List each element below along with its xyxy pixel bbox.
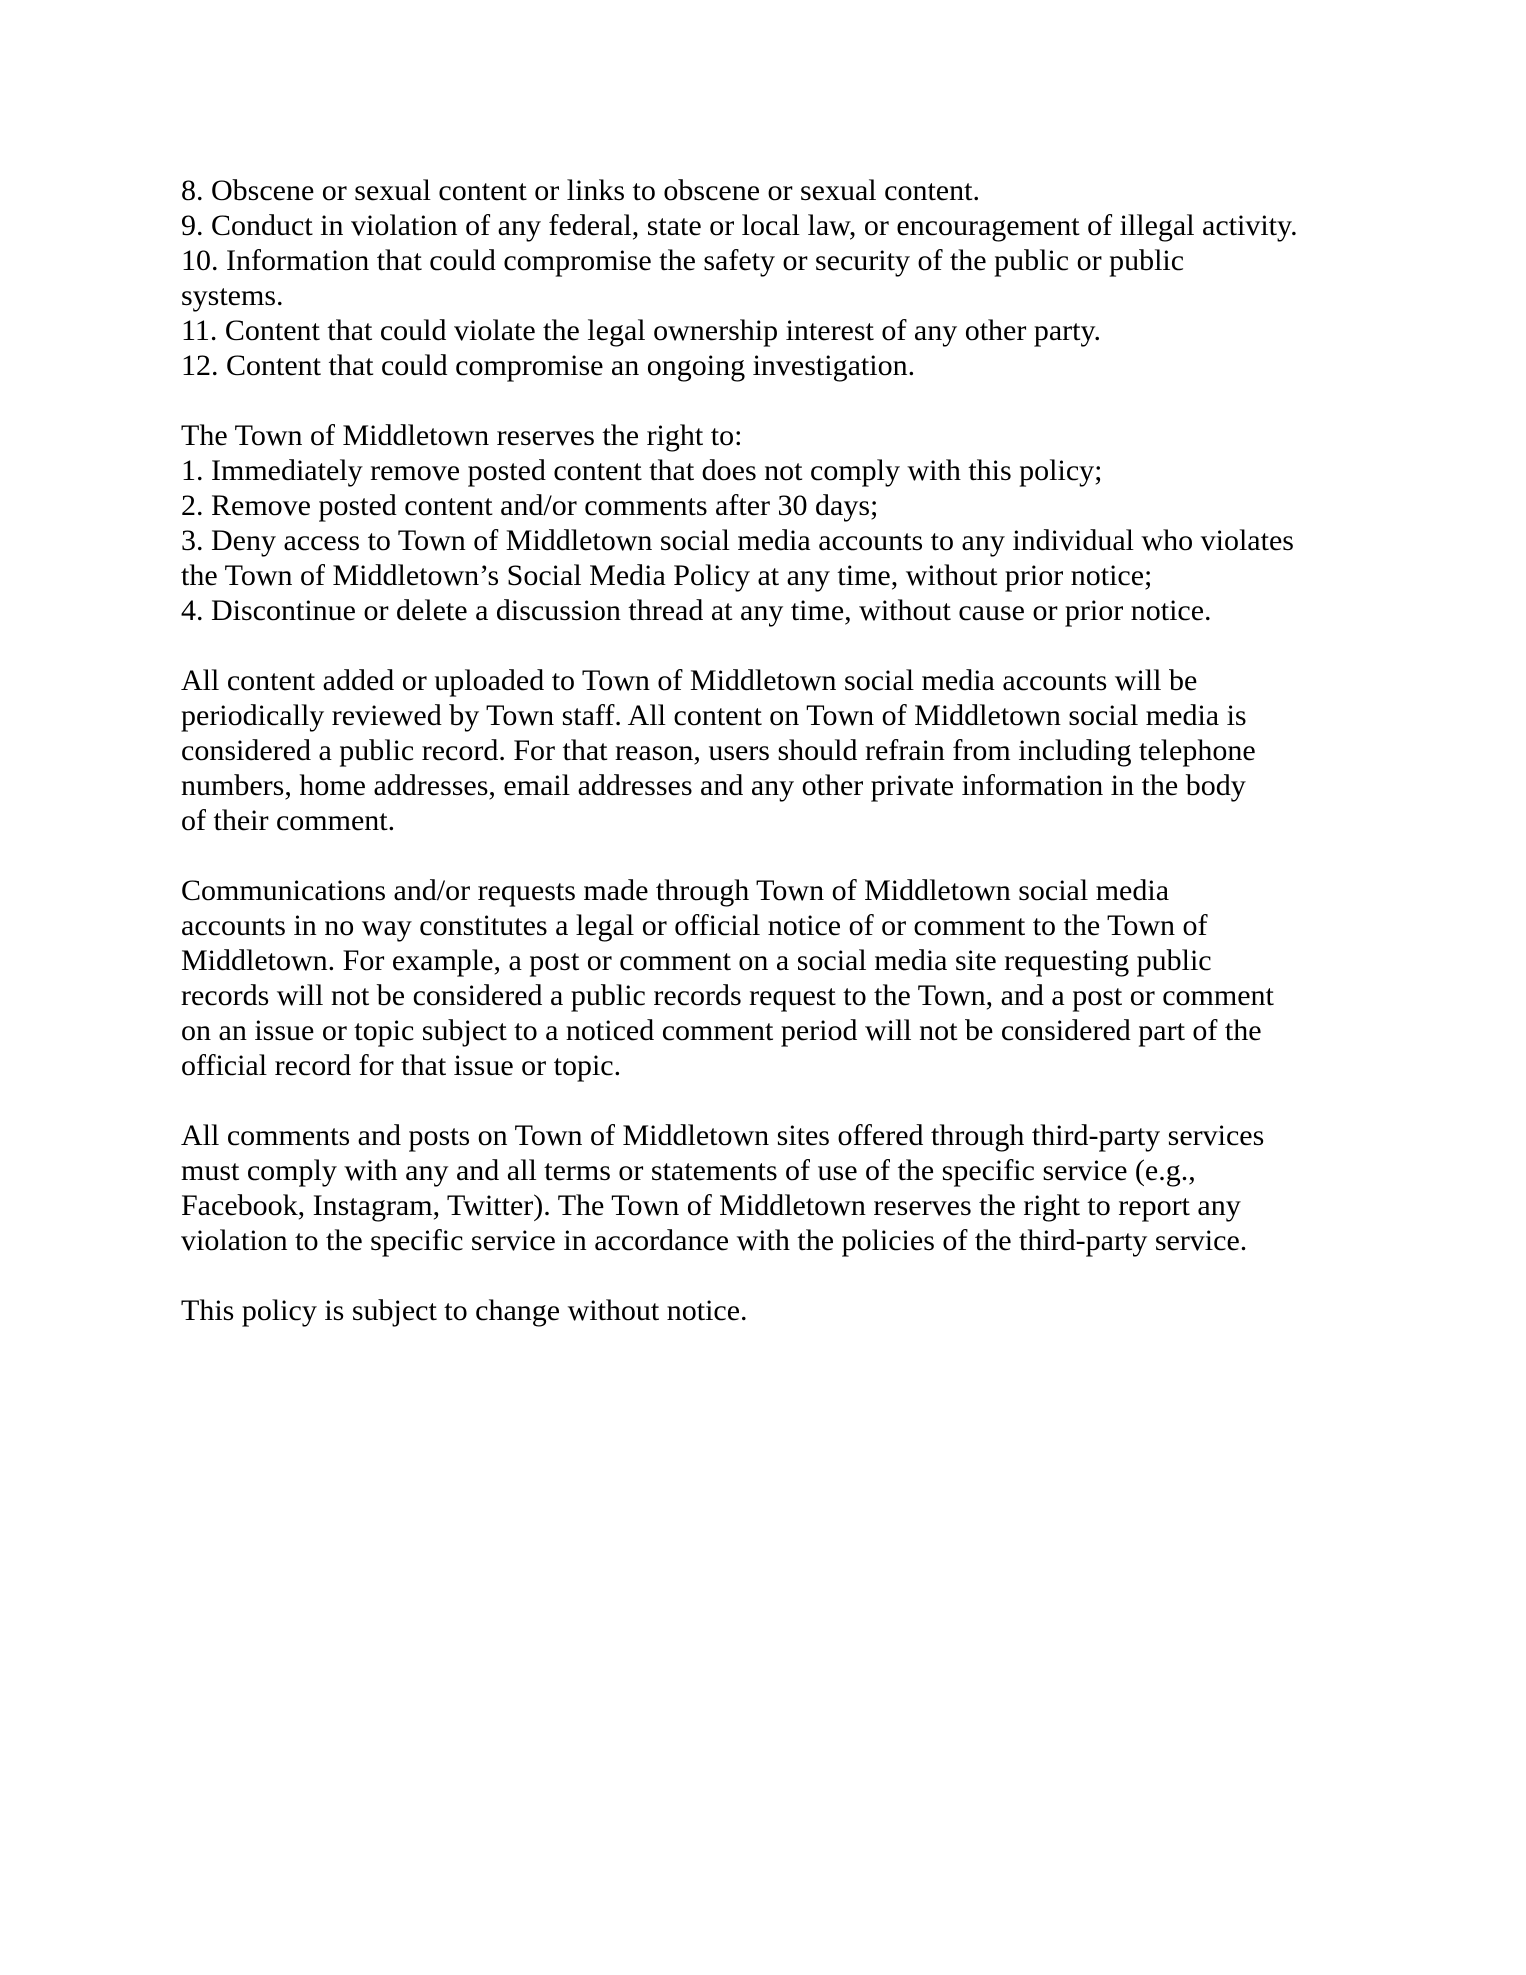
text-line: 9. Conduct in violation of any federal, state or local law, or encouragement of illegal activity. xyxy=(181,209,1298,242)
paragraph xyxy=(181,1118,1361,1258)
paragraph xyxy=(181,418,1361,628)
text-line: records will not be considered a public records request to the Town, and a post or comment xyxy=(181,979,1274,1012)
paragraph xyxy=(181,1293,1361,1328)
paragraph xyxy=(181,873,1361,1083)
document-body xyxy=(181,173,1361,1328)
text-line: periodically reviewed by Town staff. All content on Town of Middletown social media is xyxy=(181,699,1247,732)
text-line: on an issue or topic subject to a noticed comment period will not be considered part of the xyxy=(181,1014,1262,1047)
text-line: Facebook, Instagram, Twitter). The Town of Middletown reserves the right to report any xyxy=(181,1189,1241,1222)
text-line: All content added or uploaded to Town of Middletown social media accounts will be xyxy=(181,664,1198,697)
text-line: 8. Obscene or sexual content or links to obscene or sexual content. xyxy=(181,174,980,207)
text-line: the Town of Middletown’s Social Media Policy at any time, without prior notice; xyxy=(181,559,1153,592)
text-line: systems. xyxy=(181,279,284,312)
text-line: 3. Deny access to Town of Middletown social media accounts to any individual who violates xyxy=(181,524,1294,557)
text-line: 2. Remove posted content and/or comments after 30 days; xyxy=(181,489,879,522)
text-line: 11. Content that could violate the legal ownership interest of any other party. xyxy=(181,314,1102,347)
text-line: violation to the specific service in accordance with the policies of the third-party service. xyxy=(181,1224,1248,1257)
text-line: 12. Content that could compromise an ongoing investigation. xyxy=(181,349,916,382)
text-line: considered a public record. For that reason, users should refrain from including telephone xyxy=(181,734,1256,767)
text-line: This policy is subject to change without notice. xyxy=(181,1294,748,1327)
text-line: of their comment. xyxy=(181,804,396,837)
text-line: numbers, home addresses, email addresses and any other private information in the body xyxy=(181,769,1246,802)
text-line: Communications and/or requests made through Town of Middletown social media xyxy=(181,874,1170,907)
paragraph xyxy=(181,663,1361,838)
text-line: 10. Information that could compromise the safety or security of the public or public xyxy=(181,244,1185,277)
text-line: Middletown. For example, a post or comment on a social media site requesting public xyxy=(181,944,1212,977)
text-line: The Town of Middletown reserves the right to: xyxy=(181,419,743,452)
text-line: 4. Discontinue or delete a discussion thread at any time, without cause or prior notice. xyxy=(181,594,1212,627)
paragraph xyxy=(181,173,1361,383)
text-line: accounts in no way constitutes a legal or official notice of or comment to the Town of xyxy=(181,909,1208,942)
text-line: official record for that issue or topic. xyxy=(181,1049,622,1082)
text-line: All comments and posts on Town of Middletown sites offered through third-party services xyxy=(181,1119,1265,1152)
text-line: must comply with any and all terms or statements of use of the specific service (e.g., xyxy=(181,1154,1196,1187)
text-line: 1. Immediately remove posted content that does not comply with this policy; xyxy=(181,454,1103,487)
